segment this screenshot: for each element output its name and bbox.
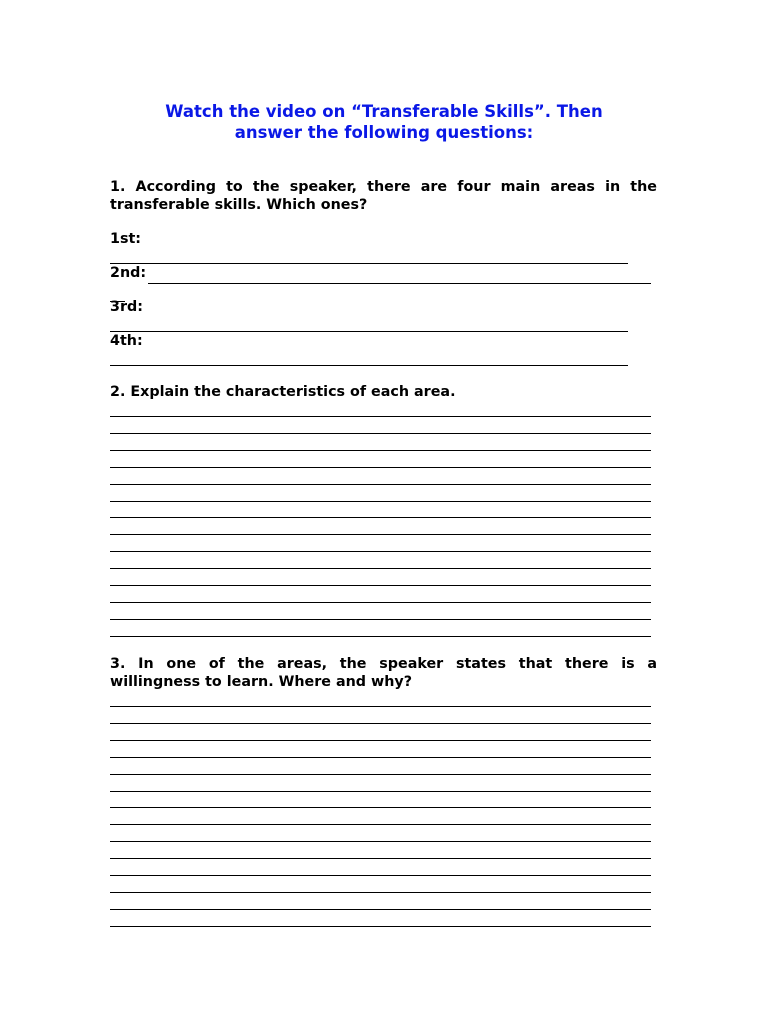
question-2-answer-line-6[interactable] <box>110 501 651 502</box>
question-3-answer-line-1[interactable] <box>110 706 651 707</box>
question-2-answer-line-1[interactable] <box>110 416 651 417</box>
title-line-1: Watch the video on “Transferable Skills”. Then <box>165 102 603 121</box>
question-3-answer-line-9[interactable] <box>110 841 651 842</box>
question-2-answer-line-7[interactable] <box>110 517 651 518</box>
answer-label-1st: 1st: <box>110 231 142 247</box>
question-3-answer-line-8[interactable] <box>110 824 651 825</box>
question-2-answer-line-2[interactable] <box>110 433 651 434</box>
question-3-answer-line-13[interactable] <box>110 909 651 910</box>
title-line-2: answer the following questions: <box>234 123 534 142</box>
question-3-answer-line-2[interactable] <box>110 723 651 724</box>
answer-line-4th[interactable] <box>110 365 628 366</box>
question-2-answer-line-3[interactable] <box>110 450 651 451</box>
question-2-answer-line-9[interactable] <box>110 551 651 552</box>
question-3-answer-line-3[interactable] <box>110 740 651 741</box>
question-3-answer-line-11[interactable] <box>110 875 651 876</box>
answer-label-4th: 4th: <box>110 333 143 349</box>
question-2-answer-line-8[interactable] <box>110 534 651 535</box>
answer-label-3rd: 3rd: <box>110 299 143 315</box>
question-3-text: 3. In one of the areas, the speaker states that there is a willingness to learn. Where and why? <box>110 656 657 690</box>
question-3-answer-line-7[interactable] <box>110 807 651 808</box>
answer-line-1st[interactable] <box>110 263 628 264</box>
answer-line-2nd[interactable] <box>148 283 651 284</box>
question-2-answer-line-13[interactable] <box>110 619 651 620</box>
question-3-answer-line-5[interactable] <box>110 774 651 775</box>
question-3-answer-line-12[interactable] <box>110 892 651 893</box>
question-2-answer-line-14[interactable] <box>110 636 651 637</box>
question-2-text: 2. Explain the characteristics of each area. <box>110 384 456 400</box>
question-2-answer-line-10[interactable] <box>110 568 651 569</box>
worksheet-title <box>110 101 658 143</box>
question-2-answer-line-5[interactable] <box>110 484 651 485</box>
question-3-answer-line-4[interactable] <box>110 757 651 758</box>
question-1-text: 1. According to the speaker, there are four main areas in the transferable skills. Which ones? <box>110 179 657 213</box>
answer-line-3rd[interactable] <box>110 331 628 332</box>
question-2-answer-line-11[interactable] <box>110 585 651 586</box>
question-3-answer-line-6[interactable] <box>110 791 651 792</box>
question-2-answer-line-4[interactable] <box>110 467 651 468</box>
question-3-answer-line-10[interactable] <box>110 858 651 859</box>
question-2-answer-line-12[interactable] <box>110 602 651 603</box>
question-3-answer-line-14[interactable] <box>110 926 651 927</box>
answer-label-2nd: 2nd: <box>110 265 147 281</box>
